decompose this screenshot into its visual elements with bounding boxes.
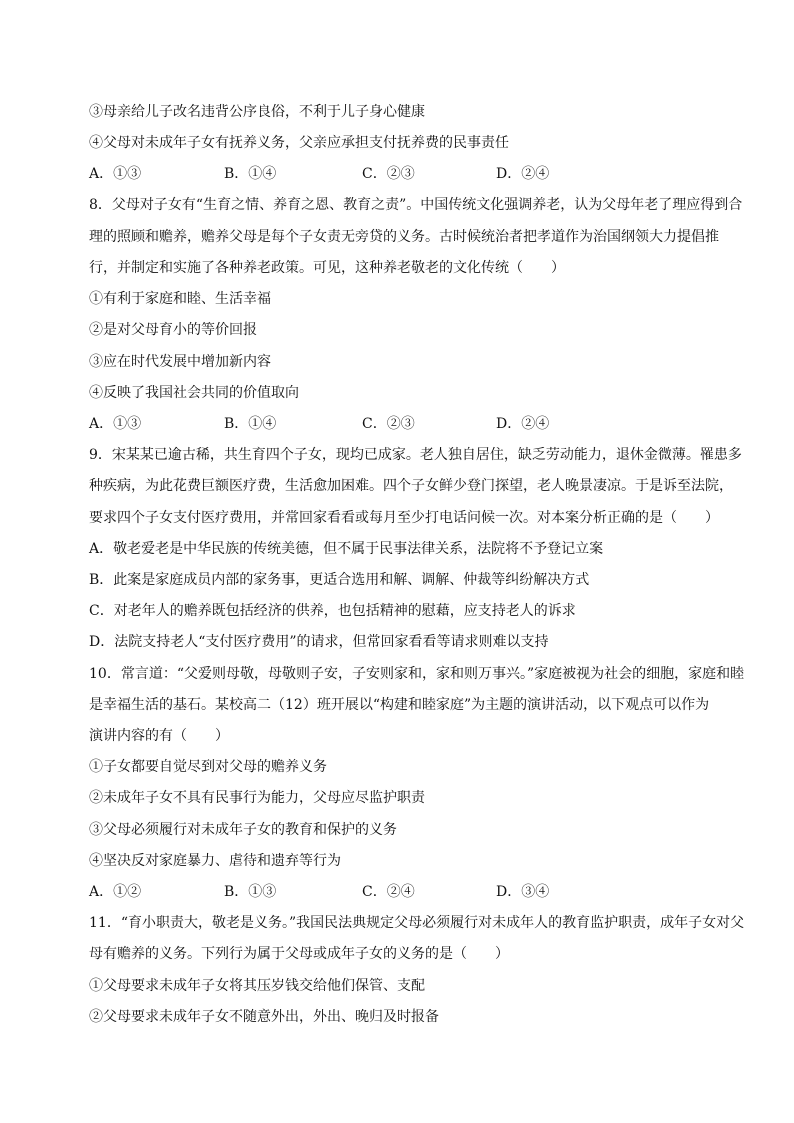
q8-option-b: B．①④ (224, 416, 277, 432)
q9-stem-line-2: 种疾病，为此花费巨额医疗费，生活愈加困难。四个子女鲜少登门探望，老人晚景凄凉。于是诉至法院， (89, 478, 733, 494)
q7-item-4: ④父母对未成年子女有抚养义务，父亲应承担支付抚养费的民事责任 (89, 135, 509, 151)
q8-stem-line-2: 理的照顾和赡养，赡养父母是每个子女责无旁贷的义务。古时候统治者把孝道作为治国纲领大力提倡推 (89, 229, 719, 245)
q11-item-2: ②父母要求未成年子女不随意外出，外出、晚归及时报备 (89, 1009, 439, 1025)
q10-option-b: B．①③ (224, 884, 277, 900)
q8-option-d: D．②④ (496, 416, 550, 432)
q9-stem-line-1: 9．宋某某已逾古稀，共生育四个子女，现均已成家。老人独自居住，缺乏劳动能力，退休金微薄。罹患多 (89, 447, 742, 463)
q9-stem-line-3: 要求四个子女支付医疗费用，并常回家看看或每月至少打电话问候一次。对本案分析正确的是（ ） (89, 510, 719, 526)
q7-option-a: A．①③ (89, 166, 142, 182)
q11-item-1: ①父母要求未成年子女将其压岁钱交给他们保管、支配 (89, 978, 425, 994)
q9-option-a: A．敬老爱老是中华民族的传统美德，但不属于民事法律关系，法院将不予登记立案 (89, 541, 604, 557)
q10-stem-line-1: 10．常言道：“父爱则母敬，母敬则子安，子安则家和，家和则万事兴。”家庭被视为社会的细胞，家庭和睦 (89, 666, 745, 682)
q10-option-c: C．②④ (362, 884, 415, 900)
q7-option-c: C．②③ (362, 166, 415, 182)
q10-item-3: ③父母必须履行对未成年子女的教育和保护的义务 (89, 822, 397, 838)
q8-stem-line-3: 行，并制定和实施了各种养老政策。可见，这种养老敬老的文化传统（ ） (89, 260, 565, 276)
q11-stem-line-2: 母有赡养的义务。下列行为属于父母或成年子女的义务的是（ ） (89, 946, 509, 962)
q10-option-d: D．③④ (496, 884, 550, 900)
q9-option-c: C．对老年人的赡养既包括经济的供养，也包括精神的慰藉，应支持老人的诉求 (89, 603, 576, 619)
q8-item-2: ②是对父母育小的等价回报 (89, 322, 257, 338)
q8-option-c: C．②③ (362, 416, 415, 432)
q8-item-4: ④反映了我国社会共同的价值取向 (89, 385, 299, 401)
q9-option-b: B．此案是家庭成员内部的家务事，更适合选用和解、调解、仲裁等纠纷解决方式 (89, 572, 590, 588)
q7-item-3: ③母亲给儿子改名违背公序良俗，不利于儿子身心健康 (89, 104, 425, 120)
q10-item-1: ①子女都要自觉尽到对父母的赡养义务 (89, 759, 327, 775)
q7-option-d: D．②④ (496, 166, 550, 182)
q10-stem-line-3: 演讲内容的有（ ） (89, 728, 229, 744)
q10-item-4: ④坚决反对家庭暴力、虐待和遗弃等行为 (89, 853, 341, 869)
q7-option-b: B．①④ (224, 166, 277, 182)
q10-stem-line-2: 是幸福生活的基石。某校高二（12）班开展以“构建和睦家庭”为主题的演讲活动，以下观点可以作为 (89, 697, 710, 713)
q9-option-d: D．法院支持老人“支付医疗费用”的请求，但常回家看看等请求则难以支持 (89, 634, 549, 650)
q8-option-a: A．①③ (89, 416, 142, 432)
q10-option-a: A．①② (89, 884, 142, 900)
q8-item-3: ③应在时代发展中增加新内容 (89, 354, 271, 370)
q11-stem-line-1: 11．“育小职责大，敬老是义务。”我国民法典规定父母必须履行对未成年人的教育监护职责，成年子女对父 (89, 915, 745, 931)
q8-item-1: ①有利于家庭和睦、生活幸福 (89, 291, 271, 307)
q10-item-2: ②未成年子女不具有民事行为能力，父母应尽监护职责 (89, 790, 425, 806)
q8-stem-line-1: 8．父母对子女有“生育之情、养育之恩、教育之责”。中国传统文化强调养老，认为父母年老了理应得到合 (89, 197, 743, 213)
